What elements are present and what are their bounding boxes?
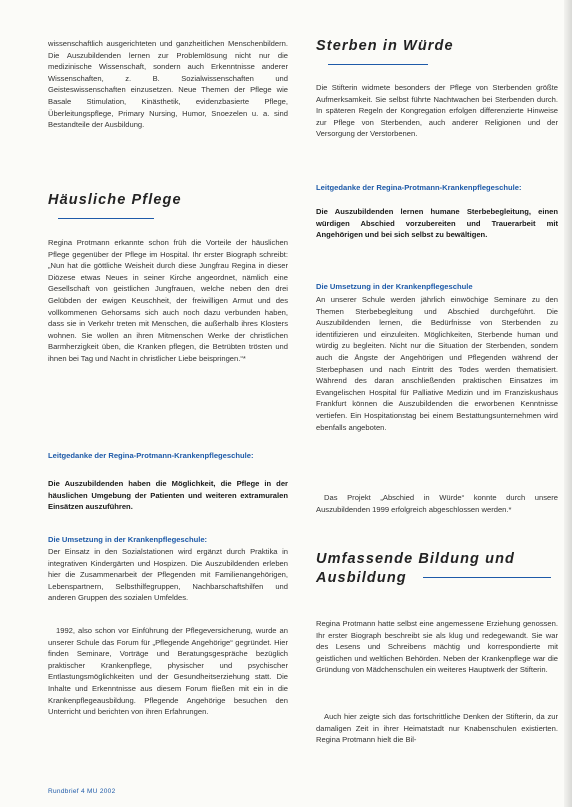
guide-title: Leitgedanke der Regina-Protmann-Krankenpflegeschule:: [316, 183, 522, 192]
implementation-text: Der Einsatz in den Sozialstationen wird ergänzt durch Praktika in integrativen Kindergärten und Hospizen. Die Auszubildenden erleben hier die Zusammenarbeit der Pflegenden mit Familienangehörigen, Lebenspartnern, Selbsthilfegruppen, Nachbarschaftshilfen und anderen Gruppen des sozialen Umfeldes.: [48, 547, 288, 603]
guide-text: Die Auszubildenden haben die Möglichkeit, die Pflege in der häuslichen Umgebung der Patienten und weiteren extramuralen Einsätzen auszuführen.: [48, 479, 288, 512]
guide-title: Leitgedanke der Regina-Protmann-Krankenpflegeschule:: [48, 451, 254, 460]
implementation-text-2: 1992, also schon vor Einführung der Pflegeversicherung, wurde an unserer Schule das Forum für „Pflegende Angehörige“ gegründet. Hier finden Seminare, Vorträge und Beratungsgespräche bezüglich praktischer Krankenpflege, physischer und psychischer Entlastungsmöglichkeiten und der Gesundheitserziehung statt. Die Inhalte und Erkenntnisse aus diesem Forum fließen mit ein in die Krankenpflegeausbildung. Pflegende Angehörige besuchen den Unterricht und berichten von ihren Erfahrungen.: [48, 626, 288, 717]
bildung-paragraph: Regina Protmann hatte selbst eine angemessene Erziehung genossen. Ihr erster Biograph beschreibt sie als klug und redegewandt. Sie war des Lesens und Schreibens mächtig und korrespondierte mit geistlichen und weltlichen Behörden. Neben der Krankenpflege war die Gründung von Mädchenschulen ein weiteres Hauptwerk der Stifterin.: [316, 619, 558, 675]
section-heading-line2-wrap: [316, 569, 558, 588]
implementation-title: Die Umsetzung in der Krankenpflegeschule: [316, 282, 473, 291]
section-heading-line2: Ausbildung: [316, 570, 407, 586]
page-edge-shadow: [564, 0, 572, 807]
section-heading: Häusliche Pflege: [48, 192, 182, 208]
implementation-text: An unserer Schule werden jährlich einwöchige Seminare zu den Themen Sterbebegleitung und Abschied durchgeführt. Die Auszubildenden lernen, die Bedürfnisse von Sterbenden zu identifizieren und einzuleiten. Möglichkeiten, Sterbende human und würdig zu begleiten. Nicht nur die Situation der Sterbenden, sondern auch die Ängste der Angehörigen und Pflegenden während der Sterbephasen und nach Eintritt des Todes werden thematisiert. Während des daran anschließenden praktischen Einsatzes im Evangelischen Hospital für Palliative Medizin und im Franziskushaus Frankfurt können die Auszubildenden die erworbenen Kenntnisse vertiefen. Ein Hospitationstag bei einem Bestattungsunternehmen wird ebenfalls angeboten.: [316, 295, 558, 432]
implementation-text-2: Das Projekt „Abschied in Würde“ konnte durch unsere Auszubildenden 1999 erfolgreich abgeschlossen werden.*: [316, 493, 558, 514]
heading-sterben-in-wuerde: [316, 37, 558, 74]
heading-umfassende-bildung: [316, 550, 558, 588]
heading-rule: [58, 218, 154, 219]
implementation-title: Die Umsetzung in der Krankenpflegeschule:: [48, 535, 208, 544]
intro-paragraph: wissenschaftlich ausgerichteten und ganzheitlichen Menschenbildern. Die Auszubildenden lernen zur Problemlösung nicht nur die medizinische Wissenschaft, sondern auch Erkenntnisse anderer Wissenschaften, z. B. Sozialwissenschaften und Geisteswissenschaften einzusetzen. Neue Themen der Pflege wie Basale Stimulation, Kinästhetik, evidenzbasierte Pflege, Überleitungspflege, Primary Nursing, Humor, Snoezelen u. a. sind Bestandteile der Ausbildung.: [48, 39, 288, 130]
heading-rule: [328, 64, 428, 65]
guide-text: Die Auszubildenden lernen humane Sterbebegleitung, einen würdigen Abschied vorzubereiten und Trauerarbeit mit Angehörigen und bei sich selbst zu bewältigen.: [316, 207, 558, 240]
section-heading: Sterben in Würde: [316, 38, 454, 54]
heading-rule: [423, 577, 551, 578]
section-heading-line1: Umfassende Bildung und: [316, 551, 516, 567]
bildung-paragraph-2: Auch hier zeigte sich das fortschrittliche Denken der Stifterin, da zur damaligen Zeit in ihrer Heimatstadt nur Knabenschulen existierten. Regina Protmann hielt die Bil-: [316, 712, 558, 745]
heading-haeusliche-pflege: [48, 191, 288, 228]
pflege-paragraph: Regina Protmann erkannte schon früh die Vorteile der häuslichen Pflege gegenüber der Pflege im Hospital. Ihr erster Biograph schreibt: „Nun hat die göttliche Weisheit durch diese Jungfrau Regina in dieser Diözese etwas Neues in seiner Kirche angeordnet, nämlich eine Gesellschaft von geistlichen Jungfrauen, welche neben den drei Gelübden der ewigen Keuschheit, der freiwilligen Armut und des vollkommenen Gehorsams sich auch noch dazu verbunden haben, dass sie in Verkehr treten mit Menschen, die außerhalb ihres Klosters wohnen. Sie wollen an ihren Mitmenschen Werke der christlichen Barmherzigkeit üben, die Kranken pflegen, die Betrübten trösten und ihnen bei Tag und Nacht in christlicher Liebe beispringen.“*: [48, 238, 288, 363]
page-footer: Rundbrief 4 MU 2002: [48, 788, 116, 795]
sterben-paragraph: Die Stifterin widmete besonders der Pflege von Sterbenden größte Aufmerksamkeit. Sie selbst führte Nachtwachen bei Sterbenden durch. In späteren Regeln der Kongregation erfolgen differenzierte Hinweise zur Pflege von Sterbenden, auch anderer Religionen und der Versorgung der Verstorbenen.: [316, 83, 558, 139]
